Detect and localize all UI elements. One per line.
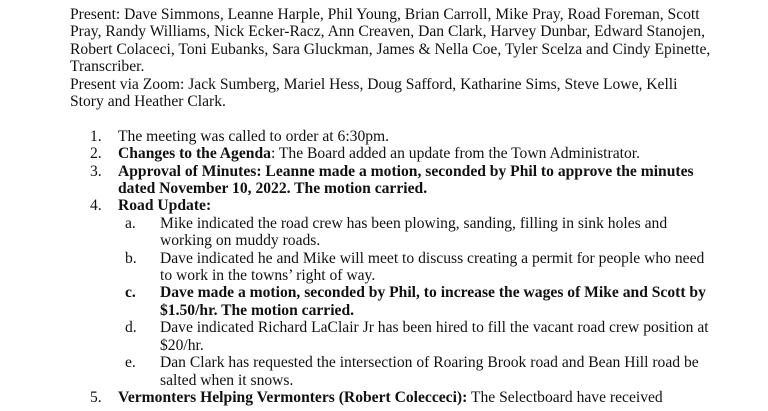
item-heading: Vermonters Helping Vermonters (Robert Colecceci): <box>118 388 468 406</box>
agenda-item-2 <box>70 145 768 162</box>
subitem-c <box>70 284 768 319</box>
agenda-item-4 <box>70 197 768 214</box>
item-number: 3. <box>90 162 102 180</box>
text-line: Present: Dave Simmons, Leanne Harple, Phil Young, Brian Carroll, Mike Pray, Road Foreman, Scott <box>70 6 700 23</box>
subitem-letter: e. <box>125 354 136 372</box>
subitem-text: $1.50/hr. The motion carried. <box>160 301 355 319</box>
subitem-text: working on muddy roads. <box>160 232 321 250</box>
subitem-text: salted when it snows. <box>160 371 294 389</box>
subitem-text: to work in the towns’ right of way. <box>160 267 376 285</box>
item-number: 2. <box>90 145 102 163</box>
subitem-text: Dave indicated Richard LaClair Jr has been hired to fill the vacant road crew position at <box>160 319 709 337</box>
subitem-letter: b. <box>125 249 137 267</box>
subitem-text: Dave made a motion, seconded by Phil, to increase the wages of Mike and Scott by <box>160 284 706 302</box>
subitem-d <box>70 319 768 354</box>
agenda-item-3 <box>70 163 768 198</box>
subitem-e <box>70 354 768 389</box>
item-number: 4. <box>90 197 102 215</box>
text-line: Present via Zoom: Jack Sumberg, Mariel Hess, Doug Safford, Katharine Sims, Steve Lowe, Kelli <box>70 75 678 93</box>
text-line: Pray, Randy Williams, Nick Ecker-Racz, Ann Creaven, Dan Clark, Harvey Dunbar, Edward Stanojen, <box>70 23 705 41</box>
subitem-a <box>70 215 768 250</box>
item-text: : The Board added an update from the Town Administrator. <box>270 145 640 163</box>
subitem-text: Mike indicated the road crew has been plowing, sanding, filling in sink holes and <box>160 214 668 232</box>
subitem-text: Dan Clark has requested the intersection of Roaring Brook road and Bean Hill road be <box>160 354 699 372</box>
subitem-b <box>70 250 768 285</box>
subitem-text: Dave indicated he and Mike will meet to discuss creating a permit for people who need <box>160 249 705 267</box>
text-line: Story and Heather Clark. <box>70 93 226 111</box>
item-text: The meeting was called to order at 6:30pm. <box>118 127 390 145</box>
item-number: 5. <box>90 388 102 406</box>
item-text: dated November 10, 2022. The motion carried. <box>118 180 428 198</box>
attendance-present <box>70 6 768 76</box>
subitem-letter: a. <box>125 214 136 232</box>
text-line: Robert Colaceci, Toni Eubanks, Sara Gluckman, James & Nella Coe, Tyler Scelza and Cindy Epinette, <box>70 40 711 58</box>
item-text: Approval of Minutes: Leanne made a motion, seconded by Phil to approve the minutes <box>118 162 694 180</box>
text-line: Transcriber. <box>70 58 145 76</box>
item-heading: Changes to the Agenda <box>118 145 271 163</box>
subitem-text: $20/hr. <box>160 336 204 354</box>
item-text: The Selectboard have received <box>467 388 663 406</box>
agenda-item-5 <box>70 389 768 406</box>
subitem-letter: c. <box>125 284 136 302</box>
item-heading: Road Update: <box>118 197 212 215</box>
agenda-item-1 <box>70 128 768 145</box>
item-number: 1. <box>90 127 102 145</box>
attendance-zoom <box>70 76 768 111</box>
subitem-letter: d. <box>125 319 137 337</box>
